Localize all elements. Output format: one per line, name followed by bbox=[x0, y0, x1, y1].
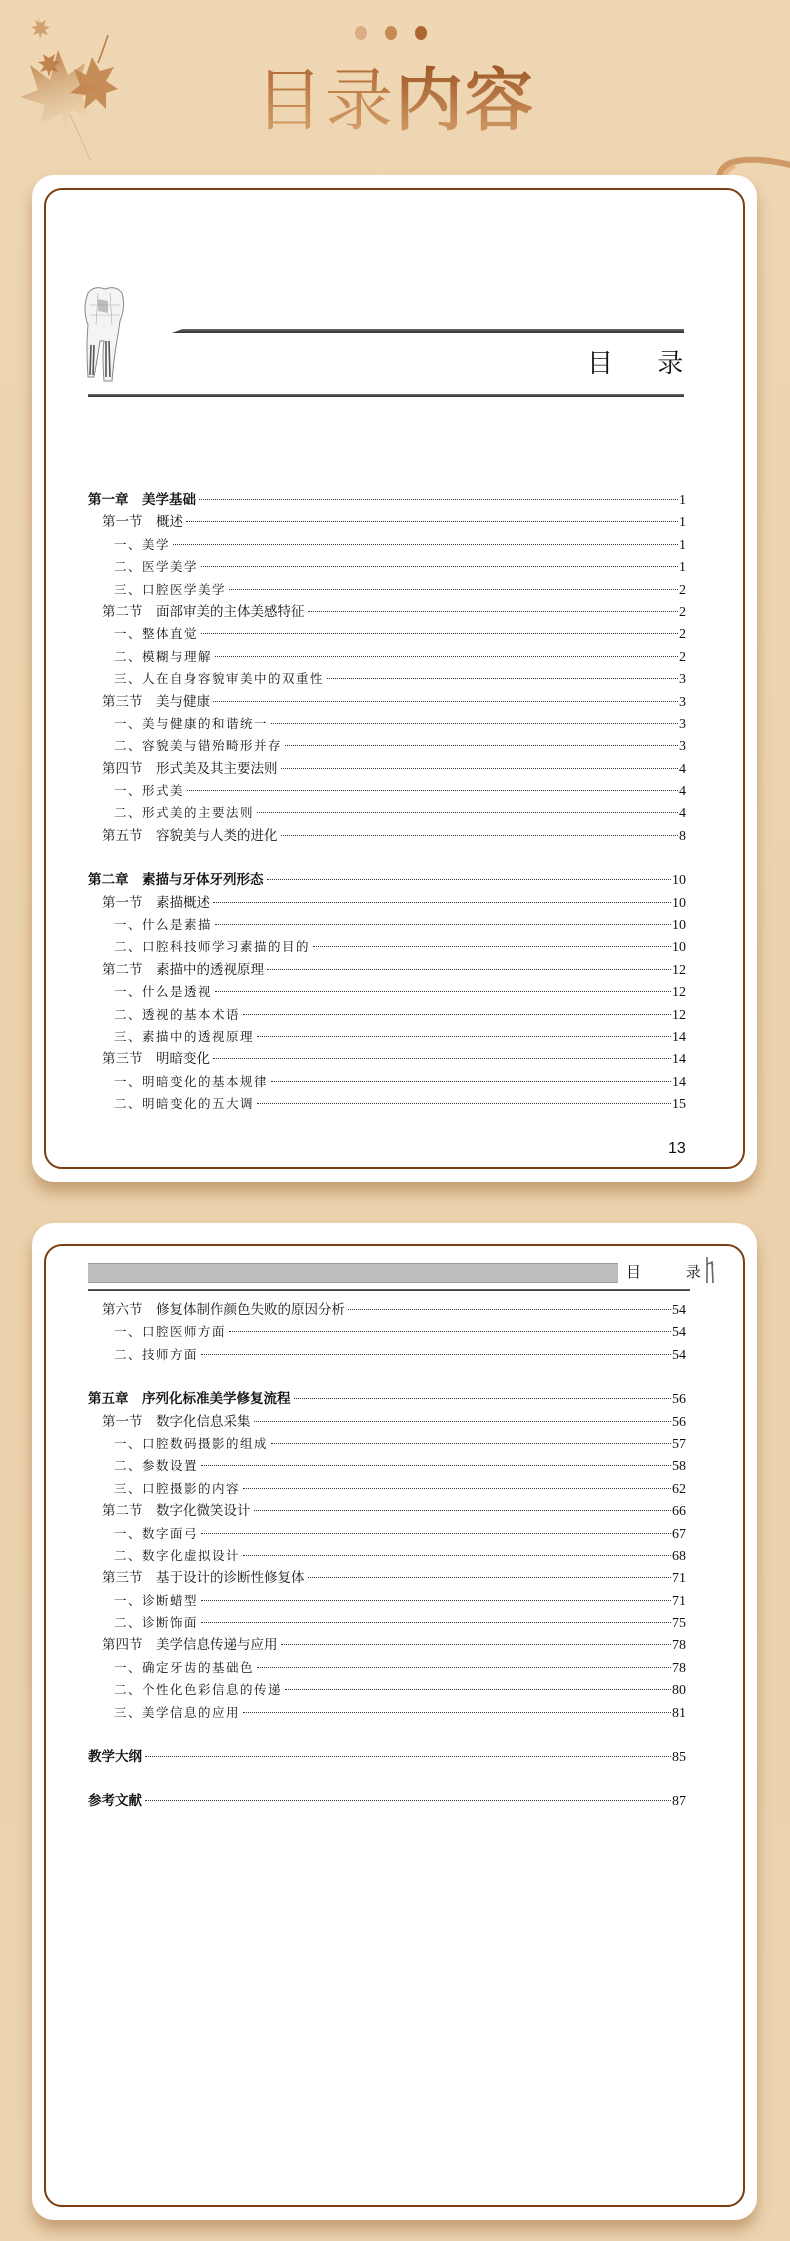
pagination-dots bbox=[355, 26, 427, 40]
toc-entry-item[interactable] bbox=[88, 1679, 686, 1701]
toc-page-card-2 bbox=[32, 1223, 757, 2220]
toc-entry-item[interactable] bbox=[88, 981, 686, 1003]
toc-entry-label: 三、素描中的透视原理 bbox=[114, 1028, 255, 1044]
toc-entry-label: 第四节 美学信息传递与应用 bbox=[102, 1637, 278, 1654]
dot-leader bbox=[201, 1465, 671, 1466]
toc-entry-label: 第一节 概述 bbox=[102, 514, 183, 531]
toc-entry-label: 三、人在自身容貌审美中的双重性 bbox=[114, 671, 325, 687]
toc-entry-page: 58 bbox=[672, 1459, 686, 1475]
tooth-mini-icon bbox=[704, 1255, 716, 1285]
dot-leader bbox=[215, 924, 671, 925]
dot-leader bbox=[201, 633, 678, 634]
toc-entry-item[interactable] bbox=[88, 1344, 686, 1366]
toc-entry-chapter[interactable] bbox=[88, 869, 686, 891]
toc-entry-item[interactable] bbox=[88, 534, 686, 556]
dot-leader bbox=[173, 544, 678, 545]
toc-entry-page: 14 bbox=[672, 1052, 686, 1068]
dot-leader bbox=[243, 1488, 671, 1489]
dot-leader bbox=[229, 1331, 671, 1332]
toc-entry-page: 3 bbox=[679, 739, 686, 755]
dot-leader bbox=[257, 1667, 671, 1668]
toc-header-title: 目 录 bbox=[626, 1263, 721, 1281]
toc-entry-section[interactable] bbox=[88, 1500, 686, 1522]
toc-entry-item[interactable] bbox=[88, 556, 686, 578]
toc-entry-page: 57 bbox=[672, 1436, 686, 1452]
toc-entry-item[interactable] bbox=[88, 1093, 686, 1115]
dot-leader bbox=[348, 1309, 671, 1310]
toc-entry-label: 一、口腔数码摄影的组成 bbox=[114, 1435, 269, 1451]
toc-entry-item[interactable] bbox=[88, 1026, 686, 1048]
toc-entry-section[interactable] bbox=[88, 758, 686, 780]
toc-entry-page: 2 bbox=[679, 604, 686, 620]
dot-leader bbox=[257, 1103, 671, 1104]
toc-spacer bbox=[88, 1768, 686, 1790]
toc-entry-page: 81 bbox=[672, 1705, 686, 1721]
dot-leader bbox=[199, 499, 678, 500]
dot-1 bbox=[355, 26, 367, 40]
toc-entry-item[interactable] bbox=[88, 646, 686, 668]
dot-leader bbox=[281, 768, 679, 769]
dot-leader bbox=[243, 1555, 671, 1556]
toc-entry-page: 68 bbox=[672, 1548, 686, 1564]
toc-entry-section[interactable] bbox=[88, 1634, 686, 1656]
toc-entry-page: 10 bbox=[672, 873, 686, 889]
toc-entry-page: 1 bbox=[679, 537, 686, 553]
toc-entry-section[interactable] bbox=[88, 1411, 686, 1433]
toc-entry-item[interactable] bbox=[88, 1478, 686, 1500]
toc-entry-label: 第一节 数字化信息采集 bbox=[102, 1413, 251, 1430]
toc-entry-label: 第二节 数字化微笑设计 bbox=[102, 1503, 251, 1520]
toc-entry-section[interactable] bbox=[88, 601, 686, 623]
toc-entry-page: 12 bbox=[672, 985, 686, 1001]
toc-entry-chapter[interactable] bbox=[88, 1790, 686, 1812]
toc-entry-page: 4 bbox=[679, 806, 686, 822]
dot-leader bbox=[308, 611, 679, 612]
dot-leader bbox=[201, 1533, 671, 1534]
toc-entry-page: 78 bbox=[672, 1638, 686, 1654]
toc-entry-item[interactable] bbox=[88, 1657, 686, 1679]
toc-entry-page: 56 bbox=[672, 1392, 686, 1408]
toc-entry-label: 第二章 素描与牙体牙列形态 bbox=[88, 872, 264, 889]
dot-leader bbox=[267, 969, 671, 970]
toc-entry-label: 一、美学 bbox=[114, 536, 171, 552]
dot-leader bbox=[213, 902, 671, 903]
toc-entry-item[interactable] bbox=[88, 1702, 686, 1724]
toc-list bbox=[88, 489, 686, 1116]
toc-spacer bbox=[88, 847, 686, 869]
toc-entry-label: 一、美与健康的和谐统一 bbox=[114, 715, 269, 731]
toc-entry-section[interactable] bbox=[88, 511, 686, 533]
toc-entry-page: 54 bbox=[672, 1303, 686, 1318]
dot-leader bbox=[213, 701, 678, 702]
toc-entry-label: 第一节 素描概述 bbox=[102, 894, 210, 911]
header-rule-top bbox=[172, 329, 684, 333]
toc-entry-label: 三、口腔摄影的内容 bbox=[114, 1480, 241, 1496]
banner-title-bold: 内容 bbox=[395, 62, 536, 141]
toc-entry-page: 12 bbox=[672, 962, 686, 978]
dot-leader bbox=[285, 1689, 671, 1690]
toc-entry-page: 3 bbox=[679, 672, 686, 688]
dot-leader bbox=[186, 521, 678, 522]
toc-entry-page: 2 bbox=[679, 582, 686, 598]
dot-leader bbox=[215, 656, 678, 657]
dot-leader bbox=[281, 1644, 672, 1645]
dot-2 bbox=[385, 26, 397, 40]
toc-entry-page: 66 bbox=[672, 1504, 686, 1520]
toc-entry-label: 二、透视的基本术语 bbox=[114, 1006, 241, 1022]
dot-leader bbox=[201, 1354, 671, 1355]
toc-entry-label: 第二节 素描中的透视原理 bbox=[102, 961, 264, 978]
header-rule-bottom bbox=[88, 394, 684, 397]
toc-entry-page: 78 bbox=[672, 1660, 686, 1676]
toc-entry-page: 75 bbox=[672, 1616, 686, 1632]
toc-entry-page: 10 bbox=[672, 895, 686, 911]
toc-entry-page: 71 bbox=[672, 1571, 686, 1587]
toc-entry-section[interactable] bbox=[88, 892, 686, 914]
header-rule bbox=[88, 1289, 690, 1291]
toc-entry-label: 参考文献 bbox=[88, 1793, 142, 1810]
toc-entry-item[interactable] bbox=[88, 1545, 686, 1567]
toc-entry-page: 1 bbox=[679, 493, 686, 508]
toc-entry-label: 第二节 面部审美的主体美感特征 bbox=[102, 603, 305, 620]
toc-entry-label: 二、个性化色彩信息的传递 bbox=[114, 1682, 283, 1698]
toc-entry-page: 2 bbox=[679, 627, 686, 643]
dot-leader bbox=[271, 1081, 671, 1082]
toc-entry-page: 62 bbox=[672, 1481, 686, 1497]
toc-entry-item[interactable] bbox=[88, 735, 686, 757]
dot-leader bbox=[313, 946, 671, 947]
toc-entry-label: 二、容貌美与错殆畸形并存 bbox=[114, 738, 283, 754]
toc-entry-label: 第三节 基于设计的诊断性修复体 bbox=[102, 1570, 305, 1587]
toc-entry-page: 12 bbox=[672, 1007, 686, 1023]
toc-entry-item[interactable] bbox=[88, 1004, 686, 1026]
toc-entry-label: 二、诊断饰面 bbox=[114, 1615, 199, 1631]
dot-leader bbox=[254, 1421, 672, 1422]
dot-leader bbox=[257, 1036, 671, 1037]
toc-entry-label: 第三节 美与健康 bbox=[102, 693, 210, 710]
dot-leader bbox=[215, 991, 671, 992]
toc-entry-label: 三、美学信息的应用 bbox=[114, 1704, 241, 1720]
toc-entry-label: 二、数字化虚拟设计 bbox=[114, 1547, 241, 1563]
dot-leader bbox=[308, 1577, 672, 1578]
toc-entry-label: 一、数字面弓 bbox=[114, 1525, 199, 1541]
toc-entry-page: 15 bbox=[672, 1097, 686, 1113]
page-number: 13 bbox=[668, 1140, 686, 1157]
toc-entry-chapter[interactable] bbox=[88, 1388, 686, 1410]
toc-entry-label: 一、形式美 bbox=[114, 783, 185, 799]
toc-list bbox=[88, 1299, 686, 1813]
toc-entry-label: 一、什么是透视 bbox=[114, 984, 213, 1000]
toc-entry-item[interactable] bbox=[88, 1455, 686, 1477]
toc-entry-page: 10 bbox=[672, 940, 686, 956]
toc-entry-page: 67 bbox=[672, 1526, 686, 1542]
dot-leader bbox=[229, 589, 678, 590]
toc-entry-page: 56 bbox=[672, 1414, 686, 1430]
toc-entry-page: 54 bbox=[672, 1325, 686, 1341]
toc-entry-item[interactable] bbox=[88, 623, 686, 645]
toc-entry-section[interactable] bbox=[88, 1048, 686, 1070]
toc-entry-page: 1 bbox=[679, 560, 686, 576]
toc-entry-page: 4 bbox=[679, 784, 686, 800]
toc-entry-label: 一、整体直觉 bbox=[114, 626, 199, 642]
tooth-illustration-icon bbox=[80, 285, 130, 385]
toc-entry-section[interactable] bbox=[88, 691, 686, 713]
toc-entry-section[interactable] bbox=[88, 1299, 686, 1321]
dot-leader bbox=[267, 879, 672, 880]
dot-leader bbox=[243, 1712, 671, 1713]
toc-entry-item[interactable] bbox=[88, 914, 686, 936]
toc-entry-label: 二、医学美学 bbox=[114, 559, 199, 575]
toc-page-card-1 bbox=[32, 175, 757, 1182]
toc-entry-item[interactable] bbox=[88, 1071, 686, 1093]
dot-3 bbox=[415, 26, 427, 40]
toc-spacer bbox=[88, 1366, 686, 1388]
toc-entry-page: 2 bbox=[679, 649, 686, 665]
toc-entry-page: 80 bbox=[672, 1683, 686, 1699]
dot-leader bbox=[145, 1800, 671, 1801]
toc-entry-page: 87 bbox=[672, 1794, 686, 1810]
toc-entry-label: 第三节 明暗变化 bbox=[102, 1051, 210, 1068]
toc-header-title: 目 录 bbox=[587, 349, 702, 379]
toc-entry-chapter[interactable] bbox=[88, 489, 686, 511]
dot-leader bbox=[271, 1443, 671, 1444]
toc-entry-item[interactable] bbox=[88, 780, 686, 802]
toc-entry-page: 54 bbox=[672, 1347, 686, 1363]
toc-entry-label: 二、技师方面 bbox=[114, 1346, 199, 1362]
dot-leader bbox=[243, 1014, 671, 1015]
dot-leader bbox=[271, 723, 678, 724]
toc-entry-label: 一、诊断蜡型 bbox=[114, 1592, 199, 1608]
toc-entry-section[interactable] bbox=[88, 959, 686, 981]
toc-entry-label: 教学大纲 bbox=[88, 1749, 142, 1766]
toc-entry-page: 14 bbox=[672, 1074, 686, 1090]
toc-entry-label: 二、参数设置 bbox=[114, 1458, 199, 1474]
toc-entry-page: 4 bbox=[679, 761, 686, 777]
toc-entry-page: 3 bbox=[679, 716, 686, 732]
toc-entry-label: 一、什么是素描 bbox=[114, 917, 213, 933]
toc-entry-label: 一、确定牙齿的基础色 bbox=[114, 1659, 255, 1675]
toc-entry-label: 第六节 修复体制作颜色失败的原因分析 bbox=[102, 1302, 345, 1318]
dot-leader bbox=[213, 1058, 671, 1059]
toc-entry-label: 二、明暗变化的五大调 bbox=[114, 1096, 255, 1112]
toc-entry-item[interactable] bbox=[88, 1612, 686, 1634]
toc-entry-page: 8 bbox=[679, 828, 686, 844]
banner-title-light: 目录 bbox=[254, 62, 395, 141]
toc-entry-item[interactable] bbox=[88, 1523, 686, 1545]
toc-entry-item[interactable] bbox=[88, 713, 686, 735]
toc-entry-item[interactable] bbox=[88, 1590, 686, 1612]
toc-entry-page: 71 bbox=[672, 1593, 686, 1609]
toc-entry-label: 第五节 容貌美与人类的进化 bbox=[102, 827, 278, 844]
toc-entry-label: 第五章 序列化标准美学修复流程 bbox=[88, 1391, 291, 1408]
toc-entry-chapter[interactable] bbox=[88, 1746, 686, 1768]
dot-leader bbox=[254, 1510, 672, 1511]
toc-entry-label: 第四节 形式美及其主要法则 bbox=[102, 760, 278, 777]
toc-entry-item[interactable] bbox=[88, 802, 686, 824]
toc-entry-label: 二、口腔科技师学习素描的目的 bbox=[114, 939, 311, 955]
toc-entry-item[interactable] bbox=[88, 936, 686, 958]
dot-leader bbox=[285, 745, 678, 746]
toc-entry-page: 85 bbox=[672, 1750, 686, 1766]
toc-entry-page: 10 bbox=[672, 918, 686, 934]
toc-entry-page: 14 bbox=[672, 1029, 686, 1045]
toc-spacer bbox=[88, 1724, 686, 1746]
toc-entry-label: 三、口腔医学美学 bbox=[114, 581, 227, 597]
toc-entry-item[interactable] bbox=[88, 1433, 686, 1455]
toc-entry-label: 二、形式美的主要法则 bbox=[114, 805, 255, 821]
banner-title bbox=[0, 62, 790, 142]
toc-entry-label: 一、口腔医师方面 bbox=[114, 1324, 227, 1340]
toc-entry-label: 第一章 美学基础 bbox=[88, 492, 196, 508]
toc-entry-item[interactable] bbox=[88, 579, 686, 601]
dot-leader bbox=[294, 1398, 672, 1399]
toc-entry-label: 二、模糊与理解 bbox=[114, 648, 213, 664]
toc-entry-page: 1 bbox=[679, 515, 686, 531]
dot-leader bbox=[327, 678, 678, 679]
dot-leader bbox=[257, 812, 678, 813]
header-gray-bar bbox=[88, 1263, 618, 1283]
toc-entry-section[interactable] bbox=[88, 825, 686, 847]
toc-entry-item[interactable] bbox=[88, 668, 686, 690]
dot-leader bbox=[187, 790, 678, 791]
dot-leader bbox=[201, 1622, 671, 1623]
toc-entry-label: 一、明暗变化的基本规律 bbox=[114, 1073, 269, 1089]
dot-leader bbox=[145, 1756, 671, 1757]
dot-leader bbox=[201, 1600, 671, 1601]
toc-entry-item[interactable] bbox=[88, 1321, 686, 1343]
dot-leader bbox=[281, 835, 679, 836]
toc-entry-section[interactable] bbox=[88, 1567, 686, 1589]
dot-leader bbox=[201, 566, 678, 567]
toc-entry-page: 3 bbox=[679, 694, 686, 710]
